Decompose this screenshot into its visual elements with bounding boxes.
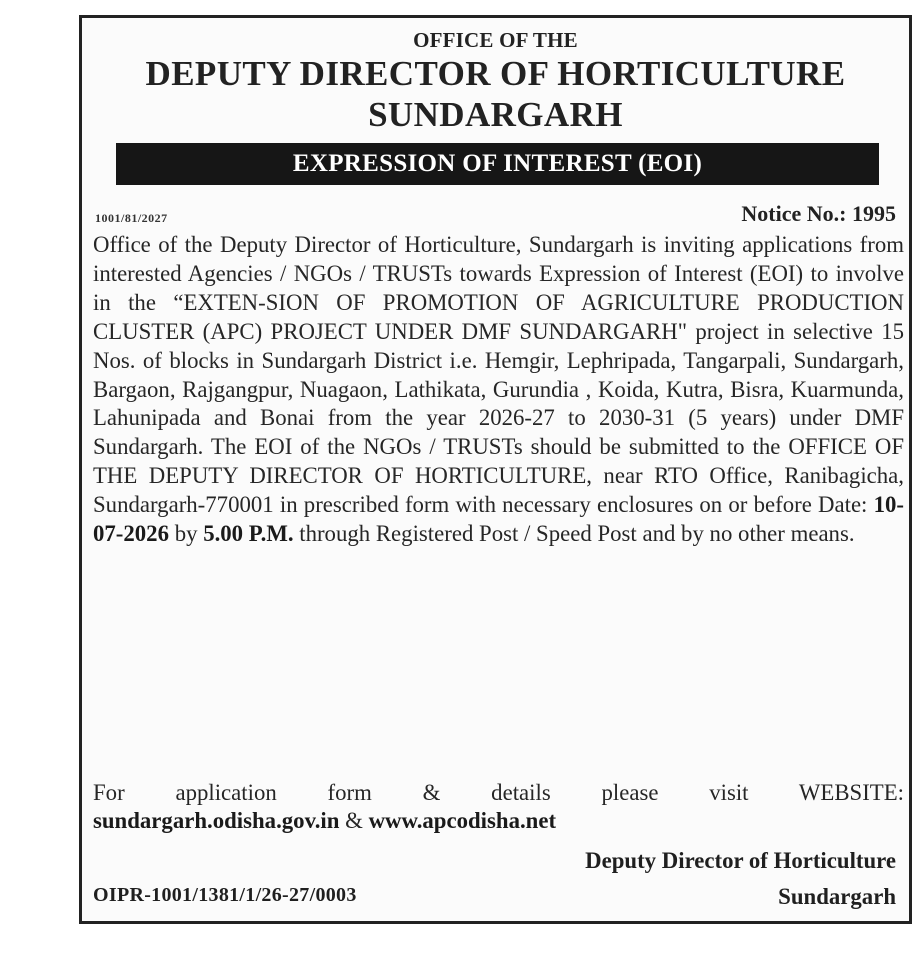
eoi-notice <box>79 15 912 924</box>
website-link-apc[interactable]: www.apcodisha.net <box>368 808 557 833</box>
notice-number: Notice No.: 1995 <box>741 201 896 226</box>
eoi-banner-label: EXPRESSION OF INTEREST (EOI) <box>292 150 703 177</box>
visit-website-text: For application form & details please visit WEBSITE: <box>93 780 904 805</box>
signatory-designation: Deputy Director of Horticulture <box>585 848 896 873</box>
submission-time: 5.00 P.M. <box>203 521 294 547</box>
office-of-label: OFFICE OF THE <box>413 28 578 52</box>
submission-date: 10-07-2026 <box>93 492 904 547</box>
eoi-banner <box>116 143 879 185</box>
oipr-reference: OIPR-1001/1381/1/26-27/0003 <box>93 884 357 906</box>
reference-number: 1001/81/2027 <box>95 211 168 225</box>
by-text: by <box>174 521 198 547</box>
notice-body-closing: through Registered Post / Speed Post and by no other means. <box>299 521 855 547</box>
website-link-district[interactable]: sundargarh.odisha.gov.in <box>93 808 340 833</box>
department-district: SUNDARGARH <box>368 95 623 134</box>
notice-body <box>93 231 904 549</box>
department-title: DEPUTY DIRECTOR OF HORTICULTURE <box>145 54 846 93</box>
website-links <box>93 807 556 836</box>
website-joiner: & <box>345 808 363 833</box>
signatory-place: Sundargarh <box>778 884 896 909</box>
notice-body-intro: Office of the Deputy Director of Horticulture, Sundargarh is inviting applications from interested Agencies / NGOs / TRUSTs towards Expression of Interest (EOI) to involve in the “EXTEN-SION OF PROMOTION OF AGRICULTURE PRODUCTION CLUSTER (APC) PROJECT UNDER DMF SUNDARGARH" project in selective 15 Nos. of blocks in Sundargarh District i.e. Hemgir, Lephripada, Tangarpali, Sundargarh, Bargaon, Rajgangpur, Nuagaon, Lathikata, Gurundia , Koida, Kutra, Bisra, Kuarmunda, Lahunipada and Bonai from the year 2026-27 to 2030-31 (5 years) under DMF Sundargarh. The EOI of the NGOs / TRUSTs should be submitted to the OFFICE OF THE DEPUTY DIRECTOR OF HORTICULTURE, near RTO Office, Ranibagicha, Sundargarh-770001 in prescribed form with necessary enclosures on or before Date: <box>93 232 904 518</box>
